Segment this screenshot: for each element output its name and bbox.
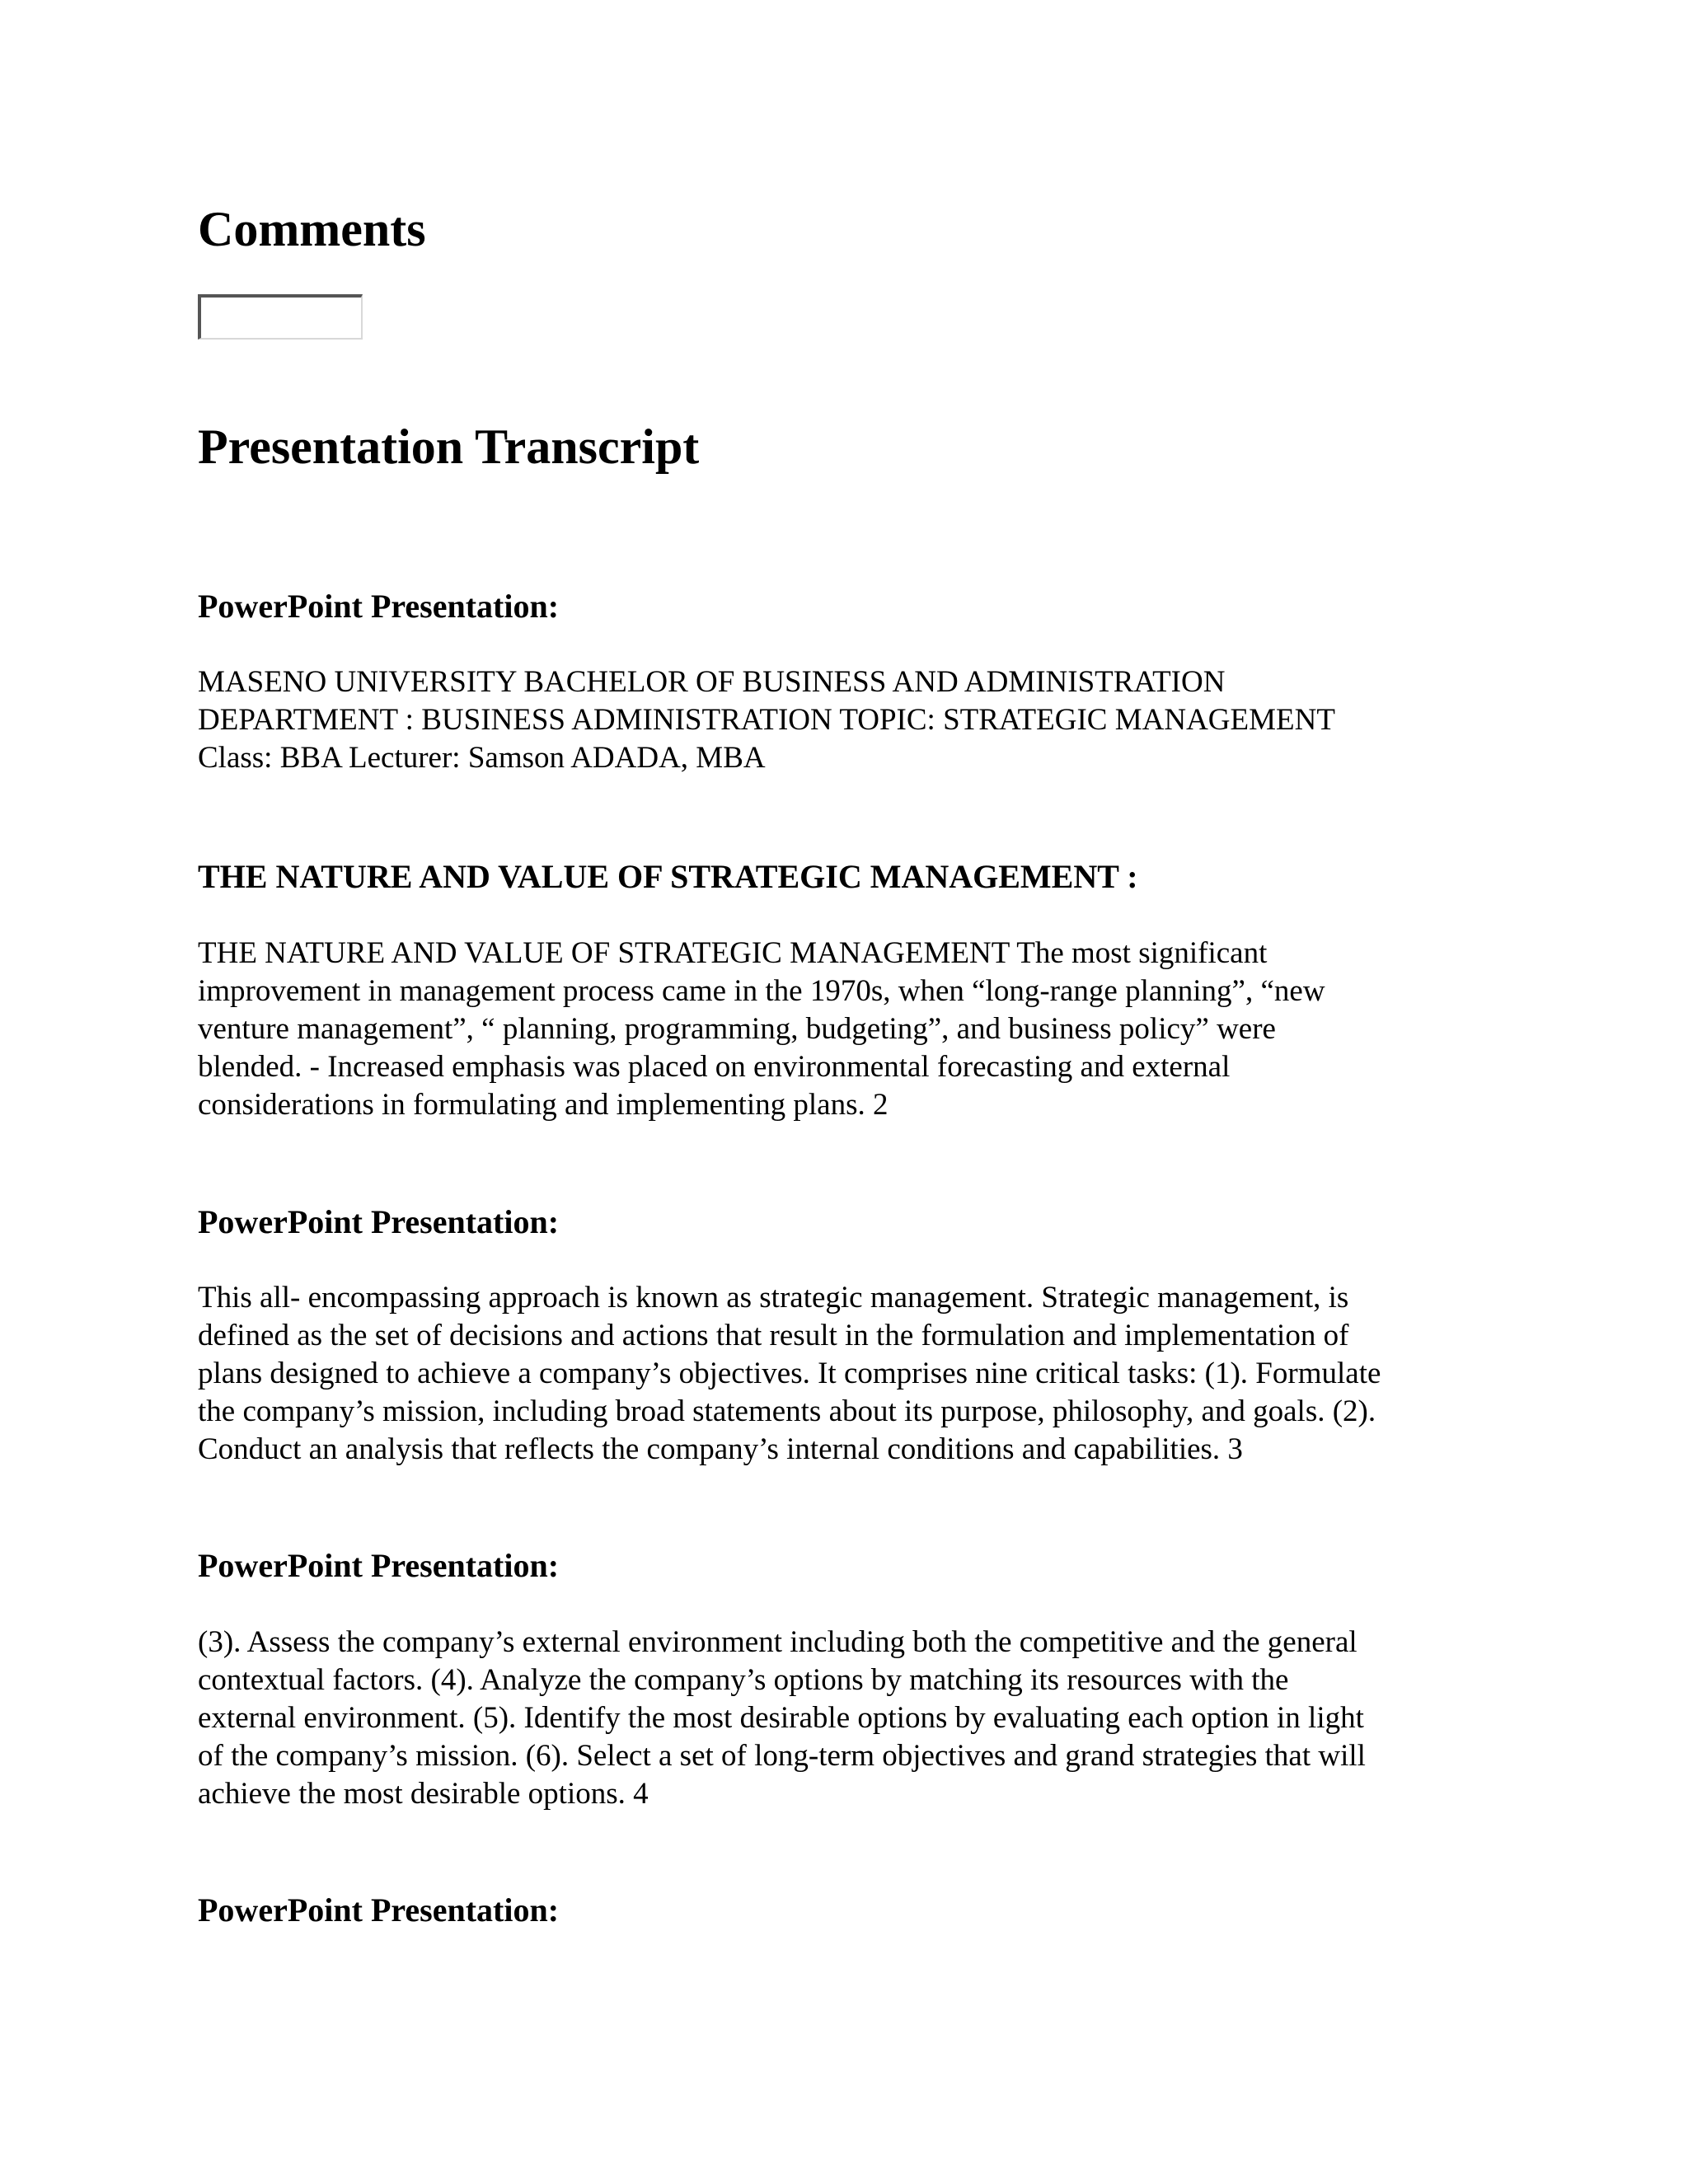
slide-3-text xyxy=(198,1279,1517,1469)
text-line: (3). Assess the company’s external environment including both the competitive and the general xyxy=(198,1625,1357,1659)
slide-2-title: THE NATURE AND VALUE OF STRATEGIC MANAGEMENT : xyxy=(198,858,1138,895)
text-line: plans designed to achieve a company’s objectives. It comprises nine critical tasks: (1). Formulate xyxy=(198,1357,1381,1390)
text-line: THE NATURE AND VALUE OF STRATEGIC MANAGEMENT The most significant xyxy=(198,936,1268,970)
text-line: of the company’s mission. (6). Select a set of long-term objectives and grand strategies that will xyxy=(198,1739,1366,1773)
text-line: achieve the most desirable options. 4 xyxy=(198,1777,649,1811)
slide-2-text xyxy=(198,935,1517,1124)
text-line: considerations in formulating and implementing plans. 2 xyxy=(198,1088,889,1122)
slide-4-text xyxy=(198,1624,1517,1813)
comment-input[interactable] xyxy=(198,294,363,340)
slide-1-text xyxy=(198,663,1517,777)
text-line: contextual factors. (4). Analyze the company’s options by matching its resources with the xyxy=(198,1663,1289,1697)
slide-1-title: PowerPoint Presentation: xyxy=(198,588,560,625)
text-line: MASENO UNIVERSITY BACHELOR OF BUSINESS AND ADMINISTRATION xyxy=(198,665,1226,699)
slide-4-title: PowerPoint Presentation: xyxy=(198,1547,560,1584)
text-line: Conduct an analysis that reflects the company’s internal conditions and capabilities. 3 xyxy=(198,1432,1243,1466)
text-line: improvement in management process came in the 1970s, when “long-range planning”, “new xyxy=(198,974,1325,1008)
text-line: defined as the set of decisions and actions that result in the formulation and implementation of xyxy=(198,1319,1349,1352)
text-line: Class: BBA Lecturer: Samson ADADA, MBA xyxy=(198,741,766,775)
text-line: the company’s mission, including broad statements about its purpose, philosophy, and goals. (2). xyxy=(198,1394,1376,1428)
text-line: venture management”, “ planning, programming, budgeting”, and business policy” were xyxy=(198,1012,1276,1046)
text-line: external environment. (5). Identify the most desirable options by evaluating each option in light xyxy=(198,1701,1364,1735)
slide-3-title: PowerPoint Presentation: xyxy=(198,1203,560,1240)
transcript-heading: Presentation Transcript xyxy=(198,419,700,474)
slide-5-title: PowerPoint Presentation: xyxy=(198,1891,560,1929)
comments-heading: Comments xyxy=(198,202,426,256)
text-line: DEPARTMENT : BUSINESS ADMINISTRATION TOPIC: STRATEGIC MANAGEMENT xyxy=(198,703,1335,737)
text-line: blended. - Increased emphasis was placed on environmental forecasting and external xyxy=(198,1050,1231,1084)
text-line: This all- encompassing approach is known as strategic management. Strategic management, is xyxy=(198,1281,1349,1315)
